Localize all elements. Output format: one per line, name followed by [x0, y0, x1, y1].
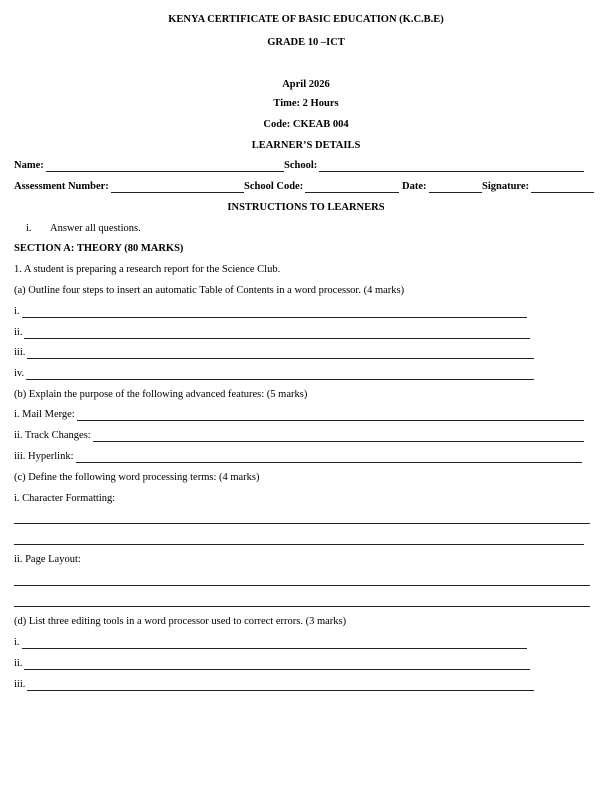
answer-line-track-changes[interactable]	[14, 430, 584, 442]
answer-line-1d-i[interactable]	[14, 637, 527, 649]
term-page-layout: ii. Page Layout:	[14, 554, 81, 565]
assessment-number-field[interactable]	[14, 181, 244, 193]
term-character-formatting: i. Character Formatting:	[14, 493, 116, 504]
school-field[interactable]	[284, 160, 584, 172]
answer-line-hyperlink[interactable]	[14, 451, 582, 463]
grade-subject: GRADE 10 –ICT	[267, 37, 345, 48]
answer-label: iv.	[14, 368, 25, 379]
name-field[interactable]	[14, 160, 284, 172]
school-label: School:	[284, 160, 318, 171]
signature-field[interactable]	[482, 181, 594, 193]
learner-details-heading: LEARNER’S DETAILS	[251, 140, 361, 151]
signature-label: Signature:	[482, 181, 530, 192]
date-label: Date:	[402, 181, 427, 192]
school-code-label: School Code:	[244, 181, 304, 192]
question-1c: (c) Define the following word processing terms: (4 marks)	[14, 472, 260, 483]
answer-line-character-formatting-2[interactable]	[14, 544, 584, 545]
section-a-heading: SECTION A: THEORY (80 MARKS)	[14, 243, 184, 254]
answer-line-1d-ii[interactable]	[14, 658, 530, 670]
answer-label: ii.	[14, 658, 23, 669]
answer-label: iii.	[14, 347, 26, 358]
answer-label: i.	[14, 306, 20, 317]
answer-label: iii.	[14, 679, 26, 690]
answer-line-mail-merge[interactable]	[14, 409, 584, 421]
answer-label: ii.	[14, 327, 23, 338]
answer-label: ii. Track Changes:	[14, 430, 91, 441]
name-label: Name:	[14, 160, 44, 171]
answer-line-1d-iii[interactable]	[14, 679, 534, 691]
answer-line-1a-i[interactable]	[14, 306, 527, 318]
question-1d: (d) List three editing tools in a word processor used to correct errors. (3 marks)	[14, 616, 347, 627]
answer-line-character-formatting-1[interactable]	[14, 523, 590, 524]
exam-title: KENYA CERTIFICATE OF BASIC EDUCATION (K.C.B.E)	[168, 14, 444, 25]
answer-line-1a-ii[interactable]	[14, 327, 530, 339]
exam-code: Code: CKEAB 004	[263, 119, 349, 130]
date-field[interactable]	[402, 181, 482, 193]
answer-line-page-layout-2[interactable]	[14, 606, 590, 607]
question-1-intro: 1. A student is preparing a research report for the Science Club.	[14, 264, 281, 275]
answer-line-1a-iv[interactable]	[14, 368, 534, 380]
answer-line-page-layout-1[interactable]	[14, 585, 590, 586]
question-1a: (a) Outline four steps to insert an automatic Table of Contents in a word processor. (4 marks)	[14, 285, 405, 296]
answer-line-1a-iii[interactable]	[14, 347, 534, 359]
instructions-heading: INSTRUCTIONS TO LEARNERS	[227, 202, 385, 213]
instruction-text: Answer all questions.	[50, 223, 141, 234]
exam-date: April 2026	[282, 79, 330, 90]
exam-duration: Time: 2 Hours	[273, 98, 339, 109]
instruction-number: i.	[26, 223, 32, 234]
school-code-field[interactable]	[244, 181, 399, 193]
answer-label: iii. Hyperlink:	[14, 451, 74, 462]
answer-label: i. Mail Merge:	[14, 409, 75, 420]
question-1b: (b) Explain the purpose of the following advanced features: (5 marks)	[14, 389, 308, 400]
assessment-number-label: Assessment Number:	[14, 181, 109, 192]
answer-label: i.	[14, 637, 20, 648]
